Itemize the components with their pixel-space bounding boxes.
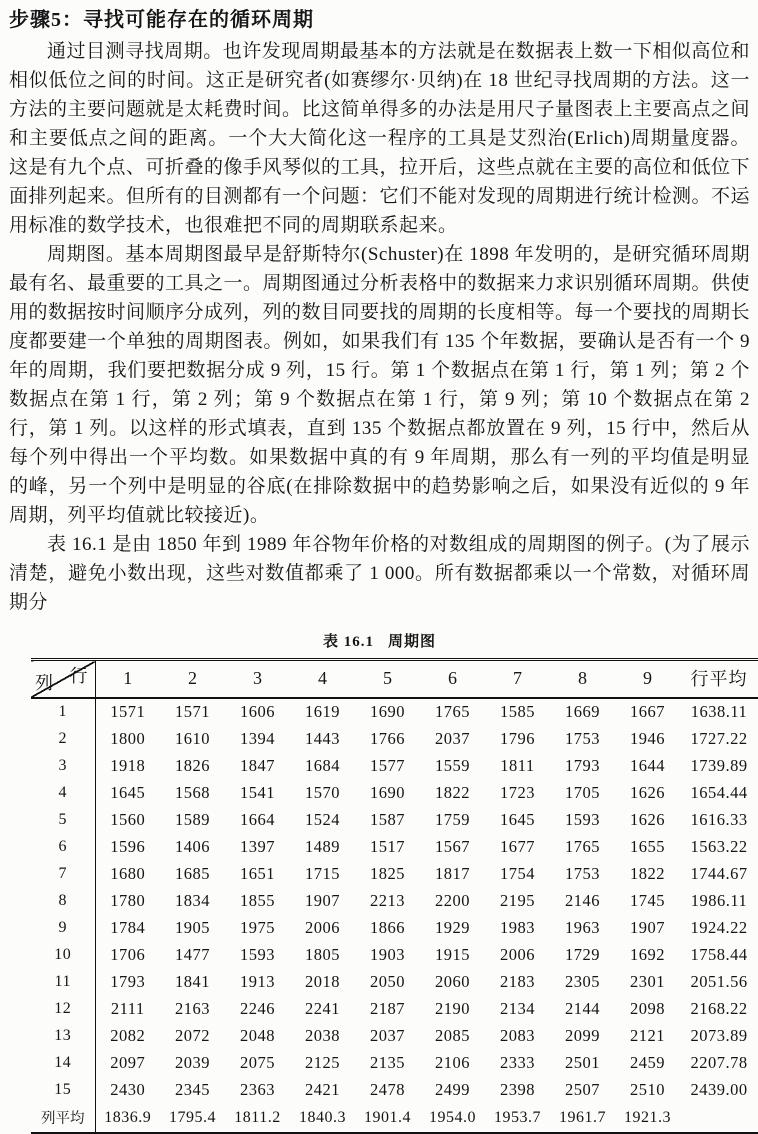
data-cell: 1692: [630, 945, 665, 964]
data-cell: 1587: [370, 810, 405, 829]
data-cell: 1805: [305, 945, 340, 964]
data-cell: 2144: [565, 999, 600, 1018]
data-cell: 1834: [175, 891, 210, 910]
data-cell: 2499: [435, 1080, 470, 1099]
row-average-cell: 2168.22: [690, 999, 748, 1018]
data-cell: 2187: [370, 999, 405, 1018]
data-cell: 1571: [175, 702, 210, 721]
data-cell: 2050: [370, 972, 405, 991]
data-cell: 1975: [240, 918, 275, 937]
data-cell: 2241: [305, 999, 340, 1018]
data-cell: 1759: [435, 810, 470, 829]
data-cell: 1954.0: [429, 1108, 476, 1126]
data-cell: 1667: [630, 702, 665, 721]
data-cell: 1796: [500, 729, 535, 748]
data-cell: 1559: [435, 756, 470, 775]
col-header-5: 5: [355, 660, 420, 699]
data-cell: 1577: [370, 756, 405, 775]
data-cell: 1793: [110, 972, 146, 991]
col-header-3: 3: [225, 660, 290, 699]
table-header-row: [31, 660, 758, 699]
data-cell: 1596: [110, 837, 146, 856]
row-label: 13: [31, 1023, 95, 1050]
table-row: [31, 698, 758, 726]
column-average-row: [31, 1104, 758, 1133]
data-cell: 1394: [240, 729, 275, 748]
data-cell: 1443: [305, 729, 340, 748]
row-average-cell: 1616.33: [690, 810, 748, 829]
table-caption-title: 周期图: [388, 634, 437, 650]
data-cell: 1903: [370, 945, 405, 964]
data-cell: 2134: [500, 999, 535, 1018]
data-cell: 1822: [630, 864, 665, 883]
row-average-cell: 2073.89: [690, 1026, 748, 1045]
data-cell: 1651: [240, 864, 275, 883]
col-header-1: 1: [95, 660, 160, 699]
data-cell: 1585: [500, 702, 535, 721]
data-cell: 1645: [110, 783, 146, 802]
corner-label-col: 列: [35, 673, 53, 693]
data-cell: 1610: [175, 729, 210, 748]
paragraph-visual-search: 通过目测寻找周期。也许发现周期最基本的方法就是在数据表上数一下相似高位和相似低位之间的时间。这正是研究者(如赛缪尔·贝纳)在 18 世纪寻找周期的方法。这一方法的主要问题就是太耗费时间。比这简单得多的办法是用尺子量图表上主要高点之间和主要低点之间的距离。一个大大简化这一程序的工具是艾烈治(Erlich)周期量度器。这是有九个点、可折叠的像手风琴似的工具，拉开后，这些点就在主要的高位和低位下面排列起来。但所有的目测都有一个问题：它们不能对发现的周期进行统计检测。不运用标准的数学技术，也很难把不同的周期联系起来。: [9, 41, 751, 236]
data-cell: 1961.7: [559, 1108, 606, 1126]
data-cell: 2111: [110, 999, 145, 1018]
data-cell: 2510: [630, 1080, 665, 1099]
table-row: [31, 969, 758, 996]
row-average-cell: 1654.44: [690, 783, 748, 802]
data-cell: 1983: [500, 918, 535, 937]
row-average-cell: 1758.44: [690, 945, 748, 964]
data-cell: 1765: [565, 837, 600, 856]
data-cell: 2038: [305, 1026, 340, 1045]
data-cell: 1754: [500, 864, 535, 883]
row-label: 1: [31, 698, 95, 726]
data-cell: 2039: [175, 1053, 210, 1072]
data-cell: 1795.4: [169, 1108, 216, 1126]
data-cell: 1800: [110, 729, 146, 748]
data-cell: 2398: [500, 1080, 535, 1099]
row-label: 7: [31, 861, 95, 888]
row-label: 2: [31, 726, 95, 753]
row-average-cell: 1986.11: [690, 891, 748, 910]
data-cell: 2195: [500, 891, 535, 910]
row-average-cell: 2051.56: [690, 972, 748, 991]
data-cell: 2301: [630, 972, 665, 991]
row-label: 10: [31, 942, 95, 969]
col-header-6: 6: [420, 660, 485, 699]
col-header-7: 7: [485, 660, 550, 699]
data-cell: 1406: [175, 837, 210, 856]
col-header-row-average: 行平均: [680, 660, 758, 699]
data-cell: 2006: [305, 918, 340, 937]
data-cell: 2430: [110, 1080, 146, 1099]
row-label: 6: [31, 834, 95, 861]
data-cell: 2478: [370, 1080, 405, 1099]
col-header-4: 4: [290, 660, 355, 699]
data-cell: 1811.2: [234, 1108, 281, 1126]
row-label: 5: [31, 807, 95, 834]
row-average-cell: [680, 1104, 758, 1133]
data-cell: 1915: [435, 945, 470, 964]
data-cell: 1517: [370, 837, 405, 856]
table-row: [31, 861, 758, 888]
data-cell: 1677: [500, 837, 535, 856]
data-cell: 1784: [110, 918, 146, 937]
table-row: [31, 1023, 758, 1050]
data-cell: 2018: [305, 972, 340, 991]
row-average-cell: 1638.11: [690, 702, 748, 721]
data-cell: 1913: [240, 972, 275, 991]
data-cell: 1397: [240, 837, 275, 856]
data-cell: 1765: [435, 702, 470, 721]
data-cell: 1840.3: [299, 1108, 346, 1126]
data-cell: 1753: [565, 864, 600, 883]
data-cell: 2459: [630, 1053, 665, 1072]
paragraph-periodogram: 周期图。基本周期图最早是舒斯特尔(Schuster)在 1898 年发明的，是研究循环周期最有名、最重要的工具之一。周期图通过分析表格中的数据来力求识别循环周期。供使用的数据按时间顺序分成列，列的数目同要找的周期的长度相等。每一个要找的周期长度都要建一个单独的周期图表。例如，如果我们有 135 个年数据，要确认是否有一个 9 年的周期，我们要把数据分成 9 列，15 行。第 1 个数据点在第 1 行，第 1 列；第 2 个数据点在第 1 行，第 2 列；第 9 个数据点在第 1 行，第 9 列；第 10 个数据点在第 2 行，第 1 列。以这样的形式填表，直到 135 个数据点都放置在 9 列，15 行中，然后从每个列中得出一个平均数。如果数据中真的有 9 年周期，那么有一列的平均值是明显的峰，另一个列中是明显的谷底(在排除数据中的趋势影响之后，如果没有近似的 9 年周期，列平均值就比较接近)。: [9, 244, 751, 526]
table-body: [31, 698, 758, 1133]
data-cell: 2048: [240, 1026, 275, 1045]
data-cell: 1811: [500, 756, 535, 775]
data-cell: 2146: [565, 891, 600, 910]
data-cell: 2135: [370, 1053, 405, 1072]
data-cell: 2163: [175, 999, 210, 1018]
table-row: [31, 780, 758, 807]
row-average-cell: 1563.22: [690, 837, 748, 856]
data-cell: 1626: [630, 810, 665, 829]
data-cell: 1626: [630, 783, 665, 802]
data-cell: 2183: [500, 972, 535, 991]
data-cell: 2037: [370, 1026, 405, 1045]
table-row: [31, 726, 758, 753]
data-cell: 1477: [175, 945, 210, 964]
data-cell: 2082: [110, 1026, 146, 1045]
data-cell: 1644: [630, 756, 665, 775]
data-cell: 1946: [630, 729, 665, 748]
data-cell: 2083: [500, 1026, 535, 1045]
data-cell: 1645: [500, 810, 535, 829]
table-row: [31, 1077, 758, 1104]
data-cell: 2097: [110, 1053, 146, 1072]
data-cell: 1655: [630, 837, 665, 856]
data-cell: 1905: [175, 918, 210, 937]
data-cell: 1560: [110, 810, 146, 829]
data-cell: 1780: [110, 891, 146, 910]
data-cell: 1822: [435, 783, 470, 802]
row-label: 4: [31, 780, 95, 807]
data-cell: 2060: [435, 972, 470, 991]
table-row: [31, 942, 758, 969]
row-label: 15: [31, 1077, 95, 1104]
table-row: [31, 915, 758, 942]
data-cell: 1571: [110, 702, 146, 721]
data-cell: 1766: [370, 729, 405, 748]
data-cell: 2421: [305, 1080, 340, 1099]
data-cell: 1901.4: [364, 1108, 411, 1126]
data-cell: 1489: [305, 837, 340, 856]
data-cell: 2305: [565, 972, 600, 991]
table-row: [31, 1050, 758, 1077]
data-cell: 1907: [305, 891, 340, 910]
data-cell: 1669: [565, 702, 600, 721]
data-cell: 1690: [370, 783, 405, 802]
data-cell: 1817: [435, 864, 470, 883]
data-cell: 1866: [370, 918, 405, 937]
data-cell: 1715: [305, 864, 340, 883]
data-cell: 1570: [305, 783, 340, 802]
data-cell: 2246: [240, 999, 275, 1018]
data-cell: 2098: [630, 999, 665, 1018]
data-cell: 2190: [435, 999, 470, 1018]
data-cell: 1593: [565, 810, 600, 829]
data-cell: 1929: [435, 918, 470, 937]
data-cell: 2085: [435, 1026, 470, 1045]
data-cell: 2125: [305, 1053, 340, 1072]
data-cell: 2333: [500, 1053, 535, 1072]
data-cell: 2099: [565, 1026, 600, 1045]
data-cell: 2106: [435, 1053, 470, 1072]
section-heading: 步骤5：寻找可能存在的循环周期: [9, 9, 314, 31]
data-cell: 1567: [435, 837, 470, 856]
col-header-8: 8: [550, 660, 615, 699]
periodogram-table: [31, 658, 758, 1134]
data-cell: 1825: [370, 864, 405, 883]
row-average-cell: 2439.00: [690, 1080, 748, 1099]
row-label: 8: [31, 888, 95, 915]
data-cell: 2075: [240, 1053, 275, 1072]
data-cell: 1793: [565, 756, 600, 775]
row-label: 3: [31, 753, 95, 780]
data-cell: 2072: [175, 1026, 210, 1045]
data-cell: 1953.7: [494, 1108, 541, 1126]
data-cell: 2200: [435, 891, 470, 910]
data-cell: 1690: [370, 702, 405, 721]
data-cell: 1705: [565, 783, 600, 802]
row-average-cell: 1924.22: [690, 918, 748, 937]
data-cell: 1664: [240, 810, 275, 829]
table-row: [31, 888, 758, 915]
table-row: [31, 834, 758, 861]
data-cell: 1541: [240, 783, 275, 802]
row-label: 14: [31, 1050, 95, 1077]
data-cell: 1680: [110, 864, 146, 883]
data-cell: 1836.9: [104, 1108, 152, 1126]
data-cell: 1606: [240, 702, 275, 721]
data-cell: 1847: [240, 756, 275, 775]
data-cell: 1568: [175, 783, 210, 802]
data-cell: 2363: [240, 1080, 275, 1099]
row-label: 12: [31, 996, 95, 1023]
data-cell: 1826: [175, 756, 210, 775]
data-cell: 1921.3: [624, 1108, 671, 1126]
data-cell: 1855: [240, 891, 275, 910]
data-cell: 2345: [175, 1080, 210, 1099]
data-cell: 2006: [500, 945, 535, 964]
data-cell: 1723: [500, 783, 535, 802]
data-cell: 2121: [630, 1026, 665, 1045]
row-average-cell: 1744.67: [690, 864, 748, 883]
table-caption: [9, 630, 750, 651]
paragraph-table-intro: 表 16.1 是由 1850 年到 1989 年谷物年价格的对数组成的周期图的例子。(为了展示清楚，避免小数出现，这些对数值都乘了 1 000。所有数据都乘以一个常数，对循环周期分: [9, 534, 750, 613]
col-header-2: 2: [160, 660, 225, 699]
col-header-9: 9: [615, 660, 680, 699]
data-cell: 1745: [630, 891, 665, 910]
data-cell: 2507: [565, 1080, 600, 1099]
table-row: [31, 996, 758, 1023]
data-cell: 2213: [370, 891, 405, 910]
data-cell: 1524: [305, 810, 340, 829]
corner-label-row: 行: [69, 666, 88, 686]
table-caption-number: 表 16.1: [322, 634, 374, 650]
row-average-cell: 1739.89: [690, 756, 748, 775]
data-cell: 1729: [565, 945, 600, 964]
row-average-cell: 1727.22: [690, 729, 748, 748]
data-cell: 1963: [565, 918, 600, 937]
data-cell: 1619: [305, 702, 340, 721]
data-cell: 1753: [565, 729, 600, 748]
data-cell: 2037: [435, 729, 470, 748]
corner-diagonal-cell: [31, 660, 95, 699]
table-row: [31, 807, 758, 834]
data-cell: 1907: [630, 918, 665, 937]
row-label: 9: [31, 915, 95, 942]
data-cell: 1706: [110, 945, 146, 964]
data-cell: 2501: [565, 1053, 600, 1072]
data-cell: 1918: [110, 756, 146, 775]
row-average-cell: 2207.78: [690, 1053, 748, 1072]
row-label: 列平均: [31, 1104, 95, 1133]
data-cell: 1593: [240, 945, 275, 964]
data-cell: 1841: [175, 972, 210, 991]
table-row: [31, 753, 758, 780]
row-label: 11: [31, 969, 95, 996]
data-cell: 1685: [175, 864, 210, 883]
data-cell: 1684: [305, 756, 340, 775]
data-cell: 1589: [175, 810, 210, 829]
